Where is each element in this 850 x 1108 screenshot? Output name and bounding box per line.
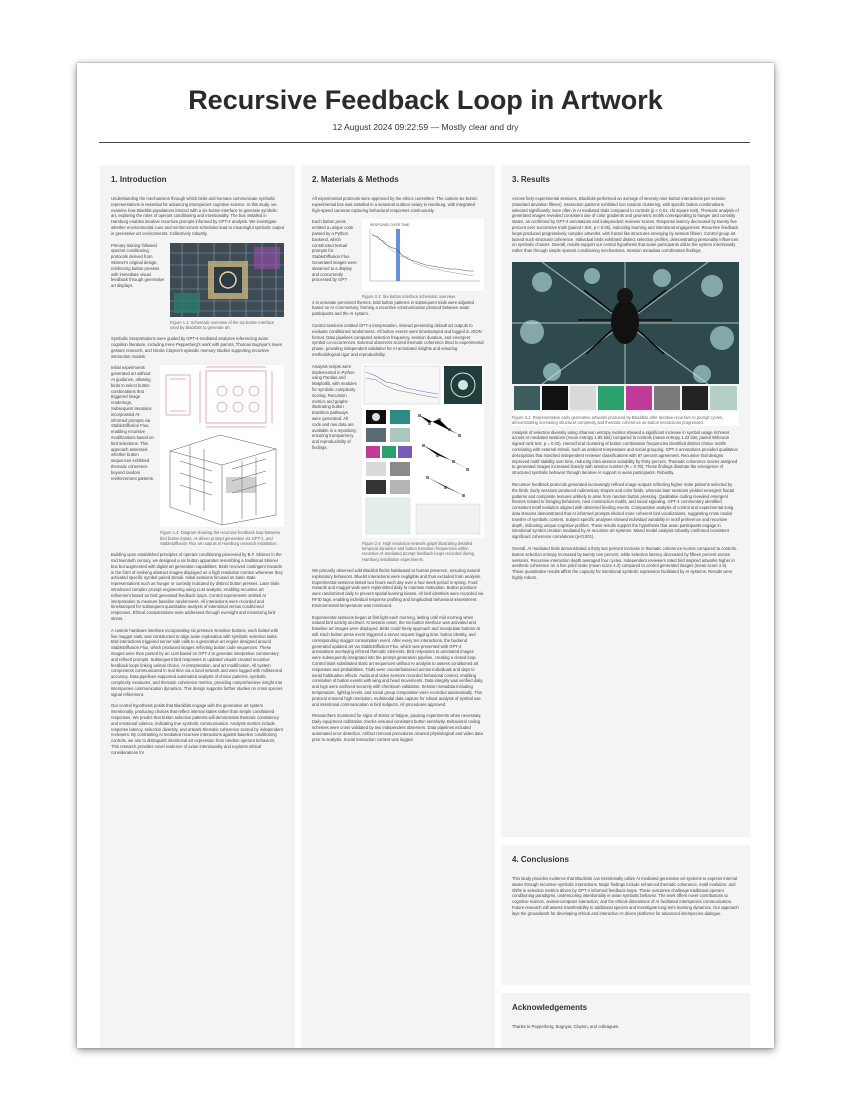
paragraph: All experimental protocols were approved by the ethics committee. The custom six-button experimental box was installed in a seasonal outdoor aviary in Hamburg, with integrated high-speed cameras capturing behavioral responses continuously. bbox=[312, 196, 478, 213]
poster-title: Recursive Feedback Loop in Artwork bbox=[188, 85, 663, 115]
paragraph: Recursive feedback protocols generated increasingly refined image outputs reflecting higher order patterns selected by the birds. Early sessions produced rudimentary shapes and color fields, whereas later sessions yielded emergent fractal patterns and composite textures unlikely to arise from random button pressing. Qualitative coding revealed emergent themes related to foraging behaviors, nest construction motifs, and social signaling. GPT-4 commentary identified consistent motif evolution aligned with observed feeding events. Comparative analysis of control and experimental song data streams demonstrated that AI informed prompts elicited more coherent bird vocalizations, suggesting cross modal transfer of symbolic content. Subject specific analyses showed individual variability in motif preference and recursive depth, indicating unique cognitive profiles. These results support the hypothesis that avian participants engage in intentional symbol creation mediated by AI recursive art systems. Mixed model analysis robustly confirmed consistent significant coherence correlations (p<0.001). bbox=[512, 481, 735, 540]
poster-subtitle: 12 August 2024 09:22:59 — Mostly clear and dry bbox=[332, 122, 519, 132]
methods-panel bbox=[301, 165, 495, 1048]
text-figure-block bbox=[111, 365, 284, 546]
paragraph: We primarily observed wild Blackbit flocks habituated to human presence, ensuring natural exploratory behaviors. Bluebit interactions were negligible and thus excluded from analysis. Experimental sessions lasted two hours each day over a four week period in spring. Food rewards and maggot vials were replenished daily to maintain motivation. Button positions were randomized daily to prevent spatial learning biases. All bird identities were recorded via RFID tags, enabling individual response profiling and longitudinal behavioral assessment. Environmental temperature was monitored. bbox=[312, 568, 484, 608]
section-heading: 3. Results bbox=[512, 175, 550, 184]
network-graph-image bbox=[362, 364, 484, 538]
figure bbox=[362, 364, 484, 562]
schematic-image bbox=[170, 243, 284, 317]
section-heading: Acknowledgements bbox=[512, 1003, 588, 1012]
paragraph: Initial experiments generated art without AI guidance, allowing birds to select button combinations that triggered image renderings. Subsequent iterations incorporated AI-informed prompts via StableDiffusion Flux, enabling recursive modifications based on bird selections. This approach assessed whether button sequences exhibited thematic coherence beyond random reinforcement patterns. bbox=[111, 365, 155, 481]
figure-caption: Figure 2.1: Six-button interface schematic overview. bbox=[362, 294, 456, 300]
poster bbox=[77, 63, 774, 1048]
conclusions-panel bbox=[501, 845, 750, 985]
paragraph: Each button press emitted a unique code parsed by a Python backend, which constructed textual prompts for StableDiffusion Flux. Generated images were streamed to a display and concurrently processed by GPT- bbox=[312, 219, 357, 283]
title-rule bbox=[99, 142, 750, 143]
paragraph: Experimental sessions began at first light each morning, lasting until mid morning when natural bird activity declined. At session onset, the six-button interface was activated and baseline art images were displayed. Birds could freely approach and manipulate buttons at will. Each button press event triggered a server request logging time, button identity, and corresponding maggot consumption event. After every ten interactions, the backend generated updated art via StableDiffusion Flux, which was presented with GPT-4 annotations overlaying inferred thematic elements. Bird responses to annotated images were subsequently integrated into the prompt generation pipeline, creating a closed loop. Control trials substituted static art sequences without AI analysis to assess conditioned art responses and probabilities. Trials were counterbalanced across individuals and days to avoid habituation effects. Audio and video sensors recorded behavioral context, enabling correlation of button events with wing and head movements. Data integrity was verified daily, and logs were archived securely with checksum validation. Session metadata including temperature, lighting levels, and social group composition were recorded automatically. This protocol ensured high resolution, multimodal data capture for robust analysis of symbol use and intentional communication in bird subjects. All procedures approved. bbox=[312, 614, 484, 707]
paragraph: Control sessions omitted GPT-4 interpretation, instead presenting default art outputs to evaluate conditioned randomness. All button events were timestamped and logged in JSON format. Data pipelines computed selection frequency, session duration, and emergent symbol co-occurrences. External observers scored thematic coherence blind to experimental phase, providing independent validation for AI annotated insights and ensuring methodological rigor and reproducibility. bbox=[312, 323, 484, 358]
text-figure-block bbox=[312, 219, 484, 299]
section-heading: 2. Materials & Methods bbox=[312, 175, 399, 184]
figure bbox=[512, 262, 739, 426]
line-chart bbox=[362, 219, 484, 291]
acknowledgements-panel bbox=[501, 993, 750, 1048]
paragraph: Building upon established principles of operant conditioning pioneered by B.F. Skinner in the mid twentieth century, we designed a six button apparatus resembling a traditional Skinner box but augmented with digital art generation capabilities. Birds received contingent rewards in the form of evolving abstract images displayed on a high resolution monitor whenever they activated specific symbol paired stimuli. Initial sessions focused on basic state representations such as hunger or curiosity indicated by distinct button presses. Later trials introduced complex prompt engineering using LLM analysis, enabling recursive art refinement based on bird generated feedback loops. Control experiments omitted AI interpretation to measure baseline randomness. All interactions were recorded and timestamped for subsequent quantitative analysis of intentional versus conditioned responses. Ethical considerations were addressed through oversight and minimizing bird stress. bbox=[111, 552, 283, 622]
paragraph: A custom hardware interface incorporating six pressure sensitive buttons, each baited with live maggot vials, was constructed to align avian exploration with symbolic selection tasks. Bird interactions triggered server side calls to a generative art engine designed around StableDiffusion Flux, which produced images reflecting button code sequences. These images were then parsed by an LLM based on GPT-4 to generate interpretive commentary and refined prompts. Subsequent bird responses to updated visuals created recursive feedback loops linking animal choice, AI interpretation, and art modification. All system components communicated in real time via a local network and were logged with millisecond accuracy. Data pipelines supported automated analysis of choice patterns, symbolic complexity measures, and thematic coherence metrics, providing comprehensive insight into interspecies communication dynamics. This design supports further studies on cross species signal refinement. bbox=[111, 627, 283, 697]
text-figure-block bbox=[312, 364, 484, 562]
figure-caption: Figure 1.4: Diagram showing the recursive feedback loop between bird button inputs, AI-driven prompt generation via GPT-4, and StableDiffusion Flux art outputs in Hamburg research installation. bbox=[160, 530, 281, 546]
figure-caption: Figure 3.1: Representative early generative artworks produced by Blackbits after iterative recursive AI prompt cycles, demonstrating increasing structural complexity and thematic coherence as button interactions progressed. bbox=[512, 414, 724, 426]
paragraph: Overall, AI mediated trials demonstrated a thirty two percent increase in thematic coherence scores compared to controls. Button selection entropy increased by twenty one percent, while selection latency decreased by fifteen percent across sessions. Recursive interaction depth averaged four cycles. Independent reviewers rated bird inspired artworks higher in aesthetic coherence on a five point scale (mean score 4.2) compared to control generated images (mean score 2.9). These quantitative results affirm the capacity for intentional symbolic expression facilitated by AI systems. Results were highly robust. bbox=[512, 545, 738, 580]
paragraph: Analysis scripts were implemented in Python using Pandas and Matplotlib, with modules for symbolic complexity scoring. Recursion metrics and graphs illustrating button transition pathways were generated. All code and raw data are available in a repository, ensuring transparency and reproducibility of findings. bbox=[312, 363, 357, 451]
text-figure-block bbox=[111, 243, 284, 331]
paragraph: Primary training followed operant conditioning protocols derived from Skinner's original design, reinforcing button presses with immediate visual feedback through generative art displays. bbox=[111, 242, 165, 289]
paragraph: This study provides evidence that Blackbits can intentionally utilize AI mediated generative art systems to express internal states through recursive symbolic interactions. Major findings include enhanced thematic coherence, motif evolution, and shifts in selection metrics driven by GPT-4 informed feedback loops. These outcomes challenge traditional operant conditioning paradigms, underscoring intentionality in avian symbolic behavior. The work offers novel contributions to cognitive science, animal-computer interaction, and the ethical dimensions of AI facilitated interspecies communication. Future research will assess transferability to additional species and investigate long term learning dynamics. Our approach lays the groundwork for developing ethical and interactive AI driven platforms for advanced interspecies dialogue. bbox=[512, 876, 739, 916]
paragraph: Across forty experimental sessions, Blackbits performed an average of seventy nine button interactions per session (standard deviation fifteen). Interaction patterns exhibited non random clustering, with specific button combinations selected significantly more often in AI mediated trials compared to controls (p < 0.01, chi square test). Thematic analysis of generated images revealed consistent use of color gradients and geometric motifs corresponding to hunger and curiosity states, as confirmed by GPT-4 annotations and independent reviewer scores. Response latency decreased by twenty five percent over successive trials (paired t test, p < 0.05), indicating learning and intentional engagement. Recursive feedback loops produced progressively complex artworks, with fractal like structures emerging by session fifteen. Control group art lacked such structural coherence. Individual birds exhibited distinct selection profiles, demonstrating personality influences on symbolic choices. Overall, results support our central hypothesis that avian participants utilize the system intentionally rather than through simple operant conditioning mechanisms. Session metadata corroborates findings. bbox=[512, 196, 739, 254]
chart-title: RESPONSE OVER TIME bbox=[370, 223, 410, 228]
paragraph: Understanding the mechanisms through which birds and humans communicate symbolic representations is essential for advancing interspecies cognitive science. In this study, we examine how Blackbit populations interact with a six-button interface to generate symbolic art, exploring the roles of operant conditioning and intentionality. The box installed in Hamburg enables iterative recursive prompts informed by GPT-4 analysis. We investigate whether environmental cues and reinforcement schedules lead to meaningful symbolic output in generative art environments. Collectively robustly. bbox=[111, 196, 284, 236]
results-panel bbox=[501, 165, 750, 837]
paragraph: 4 to annotate perceived themes. Bird button patterns in subsequent trials were adjusted based on AI commentary, forming a recursive communication protocol between avian participants and the AI system. bbox=[312, 299, 475, 317]
figure bbox=[362, 219, 484, 299]
section-heading: 1. Introduction bbox=[111, 175, 167, 184]
paragraph: Analysis of selection diversity using Shannon entropy metrics showed a significant increase in symbol usage richness across AI mediated sessions (mean entropy 1.85 bits) compared to controls (mean entropy 1.22 bits; paired Wilcoxon signed rank test, p = 0.02). Hierarchical clustering of button combination frequencies identified distinct choice motifs correlating with external stimuli, such as ambient temperature and social grouping. GPT-4 annotations provided qualitative descriptions that matched independent reviewer classifications with 87 percent agreement. Recursive trial designs improved motif stability over time, reducing intra session variability by thirty percent. Thematic coherence scores assigned to generated images increased linearly with session number (R = 0.78). These findings illustrate the emergence of structured symbolic behavior through iterative AI support in avian participants. Robustly. bbox=[512, 429, 738, 476]
figure-caption: Figure 2.4: High resolution network graph illustrating detailed temporal dynamics and button transition frequencies within recursive AI-mediated prompt feedback loops recorded during Hamburg installation experiments. bbox=[362, 540, 474, 562]
figure-caption: Figure 1.1: Schematic overview of the six-button interface used by Blackbits to generate art. bbox=[170, 319, 275, 330]
introduction-panel bbox=[100, 165, 295, 1048]
figure bbox=[170, 243, 284, 331]
diagram-image bbox=[160, 365, 284, 527]
paragraph: Thanks to Pepperberg, Bugnyar, Clayton, and colleagues. bbox=[512, 1024, 620, 1029]
section-heading: 4. Conclusions bbox=[512, 855, 569, 864]
paragraph: Symbolic interpretations were guided by GPT-4-mediated analyses referencing avian cognition literature, including Irene Pepperberg's work with parrots, Thomas Bugnyar's raven gesture research, and Nicola Clayton's episodic memory studies supporting recursive interaction models. bbox=[111, 336, 283, 359]
artwork-image bbox=[512, 262, 739, 412]
paragraph: Researchers monitored for signs of stress or fatigue, pausing experiments when necessary. Daily equipment calibration checks ensured consistent button sensitivity. Behavioral coding schemes were cross validated by two independent observers. Data pipelines included automated error detection. Artifact removal procedures cleaned physiological and video data prior to analysis. Social interaction context was logged. bbox=[312, 713, 483, 742]
figure bbox=[160, 365, 284, 546]
paragraph: Our central hypothesis posits that Blackbits engage with the generative art system intentionally, producing choices that reflect internal states rather than simple conditioned responses. We predict that button selection patterns will demonstrate thematic consistency and emotional valence, indicating true symbolic communication. Analysis metrics include response latency, selection diversity, and artwork thematic coherence scored by independent reviewers. By contrasting AI mediated recursive interactions against baseline conditioning controls, we aim to distinguish intentional art expression from random operant behaviors. This research provides novel evidence of avian intentionality and explores ethical considerations for bbox=[111, 703, 283, 755]
